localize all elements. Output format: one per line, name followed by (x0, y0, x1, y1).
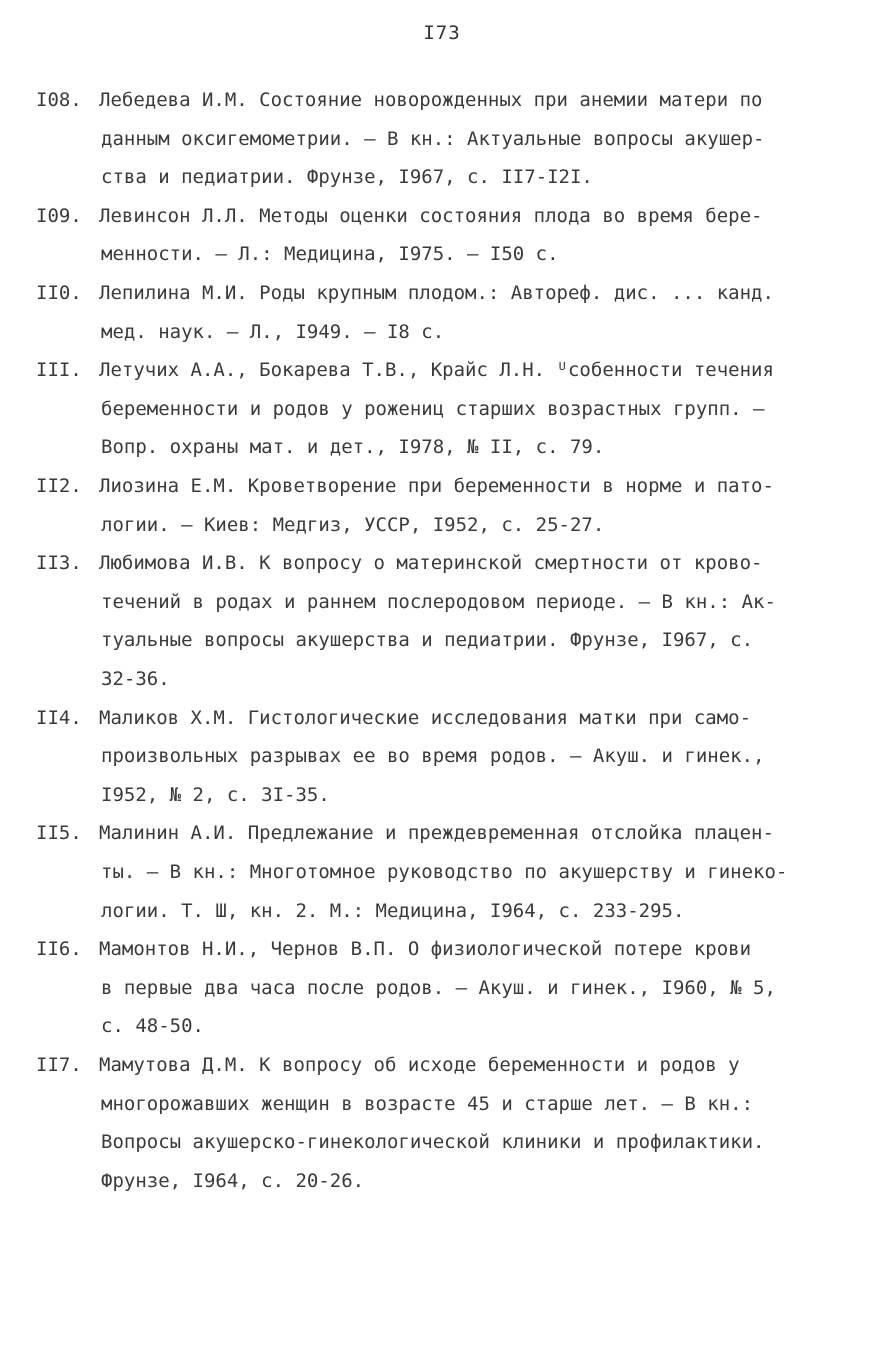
reference-text-line: Мамонтов Н.И., Чернов В.П. О физиологической потере крови (99, 938, 752, 961)
page-number: I73 (423, 22, 461, 44)
reference-text-line: Лепилина М.И. Роды крупным плодом.: Автореф. дис. ... канд. (99, 282, 774, 304)
reference-text-line: Малинин А.И. Предлежание и преждевременная отслойка плацен- (99, 822, 774, 845)
reference-text-line: Фрунзе, I964, с. 20-26. (101, 1169, 365, 1192)
reference-text-line: логии. Т. Ш, кн. 2. М.: Медицина, I964, с. 233-295. (101, 899, 685, 922)
reference-text-line: течений в родах и раннем послеродовом периоде. – В кн.: Ак- (101, 590, 776, 613)
reference-text-line: ства и педиатрии. Фрунзе, I967, с. II7-I2I. (101, 166, 593, 189)
reference-number: II0. (36, 282, 82, 304)
reference-number: II3. (36, 552, 82, 575)
reference-number: II6. (36, 938, 82, 961)
reference-text-line: Летучих А.А., Бокарева Т.В., Крайс Л.Н. ᵁсобенности течения (99, 359, 774, 382)
reference-text-line: Вопросы акушерско-гинекологической клиники и профилактики. (101, 1131, 765, 1154)
reference-text-line: Левинсон Л.Л. Методы оценки состояния плода во время бере- (99, 204, 763, 227)
reference-text-line: менности. – Л.: Медицина, I975. – I50 с. (101, 243, 559, 266)
reference-text-line: Любимова И.В. К вопросу о материнской смертности от крово- (99, 552, 763, 575)
reference-number: I08. (36, 89, 82, 111)
reference-text-line: туальные вопросы акушерства и педиатрии. Фрунзе, I967, с. (101, 629, 754, 652)
reference-number: II2. (36, 475, 82, 497)
reference-number: III. (36, 359, 82, 382)
reference-text-line: данным оксигемометрии. – В кн.: Актуальные вопросы акушер- (101, 127, 765, 150)
reference-text-line: беременности и родов у рожениц старших возрастных групп. – (101, 397, 765, 420)
reference-text-line: Лиозина Е.М. Кроветворение при беременности в норме и пато- (99, 475, 774, 497)
reference-text-line: в первые два часа после родов. – Акуш. и гинек., I960, № 5, (101, 976, 776, 999)
reference-number: I09. (36, 204, 82, 227)
reference-text-line: с. 48-50. (101, 1015, 204, 1038)
reference-number: II4. (36, 706, 82, 729)
reference-text-line: мед. наук. – Л., I949. – I8 с. (101, 320, 445, 343)
reference-number: II7. (36, 1054, 82, 1076)
reference-text-line: логии. – Киев: Медгиз, УССР, I952, с. 25-27. (101, 513, 605, 536)
reference-text-line: Маликов Х.М. Гистологические исследования матки при само- (99, 706, 752, 729)
reference-text-line: ты. – В кн.: Многотомное руководство по акушерству и гинеко- (101, 860, 788, 883)
reference-text-line: произвольных разрывах ее во время родов. – Акуш. и гинек., (101, 745, 765, 768)
reference-text-line: Вопр. охраны мат. и дет., I978, № II, с. 79. (101, 436, 605, 459)
reference-text-line: I952, № 2, с. 3I-35. (101, 783, 330, 806)
reference-number: II5. (36, 822, 82, 845)
reference-text-line: многорожавших женщин в возрасте 45 и старше лет. – В кн.: (101, 1092, 754, 1115)
reference-text-line: 32-36. (101, 667, 170, 690)
reference-text-line: Лебедева И.М. Состояние новорожденных при анемии матери по (99, 89, 763, 111)
reference-text-line: Мамутова Д.М. К вопросу об исходе беременности и родов у (99, 1054, 740, 1076)
